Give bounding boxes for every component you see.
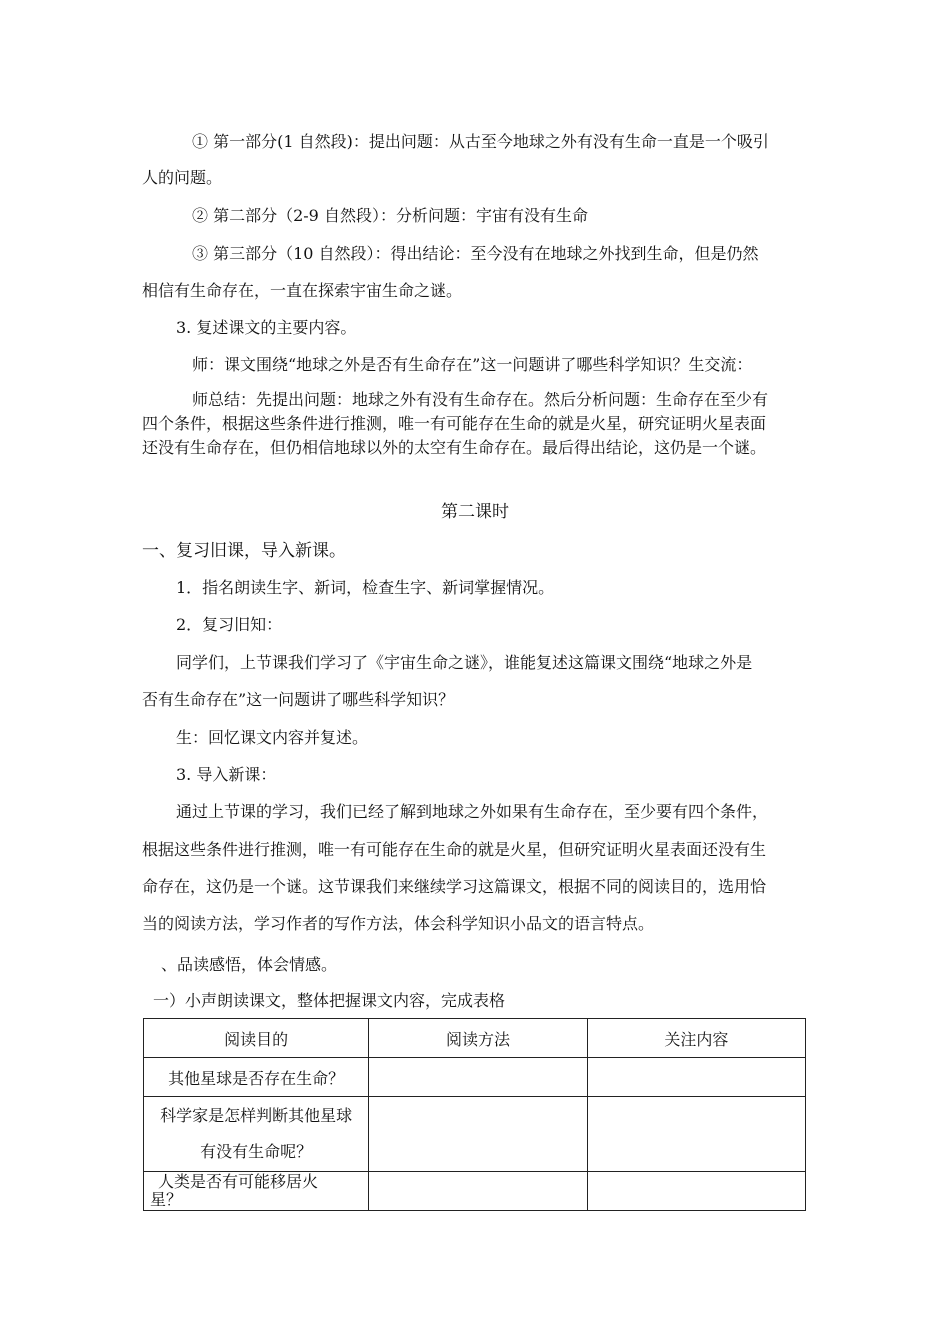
para1-line2: 否有生命存在”这一问题讲了哪些科学知识？ [142,690,455,709]
table-cell-focus[interactable] [587,1097,805,1172]
table-header: 阅读目的 [144,1019,369,1058]
table-cell-purpose [144,1097,369,1172]
table-cell-purpose: 其他星球是否存在生命？ [144,1058,369,1097]
item3-retell: 3. 复述课文的主要内容。 [176,318,357,337]
table-cell-method[interactable] [369,1058,587,1097]
purpose-line: 科学家是怎样判断其他星球 [160,1106,353,1125]
table-header: 阅读方法 [369,1019,587,1058]
heading-review: 一、复习旧课，导入新课。 [142,541,346,561]
table-header-row [144,1019,806,1058]
table-row [144,1058,806,1097]
item3-intro: 3. 导入新课： [176,765,277,784]
para2-line4: 当的阅读方法，学习作者的写作方法，体会科学知识小品文的语言特点。 [142,914,655,933]
purpose-line: 有没有生命呢？ [200,1142,313,1161]
table-header: 关注内容 [587,1019,805,1058]
table-row [144,1097,806,1172]
para2-line1: 通过上节课的学习，我们已经了解到地球之外如果有生命存在，至少要有四个条件， [176,802,769,821]
purpose-line: 人类是否有可能移居火 [158,1172,319,1191]
item1-read: 1．指名朗读生字、新词，检查生字、新词掌握情况。 [176,578,555,597]
purpose-line: 星？ [150,1190,183,1209]
table-cell-method[interactable] [369,1097,587,1172]
summary-line3: 还没有生命存在，但仍相信地球以外的太空有生命存在。最后得出结论，这仍是一个谜。 [142,438,767,457]
heading-appreciate: 、品读感悟，体会情感。 [161,955,338,974]
lesson-title: 第二课时 [441,502,509,522]
subheading-table: 一）小声朗读课文，整体把握课文内容，完成表格 [153,991,506,1010]
part2: ② 第二部分（2-9 自然段）：分析问题：宇宙有没有生命 [192,206,588,225]
summary-line2: 四个条件，根据这些条件进行推测，唯一有可能存在生命的就是火星，研究证明火星表面 [142,414,767,433]
part1-line2: 人的问题。 [142,168,223,187]
reading-table [143,1018,806,1211]
table-cell-method[interactable] [369,1172,587,1211]
para1-line1: 同学们，上节课我们学习了《宇宙生命之谜》，谁能复述这篇课文围绕“地球之外是 [176,653,753,672]
para2-line3: 命存在，这仍是一个谜。这节课我们来继续学习这篇课文，根据不同的阅读目的，选用恰 [142,877,767,896]
item2-review: 2．复习旧知： [176,615,283,634]
part3-line1: ③ 第三部分（10 自然段）：得出结论：至今没有在地球之外找到生命，但是仍然 [192,244,759,263]
part3-line2: 相信有生命存在，一直在探索宇宙生命之谜。 [142,281,463,300]
table-row [144,1172,806,1211]
table-cell-focus[interactable] [587,1172,805,1211]
summary-line1: 师总结：先提出问题：地球之外有没有生命存在。然后分析问题：生命存在至少有 [192,390,769,409]
teacher-question: 师：课文围绕“地球之外是否有生命存在”这一问题讲了哪些科学知识？生交流： [192,355,753,374]
table-cell-purpose [144,1172,369,1211]
part1-line1: ① 第一部分(1 自然段)：提出问题：从古至今地球之外有没有生命一直是一个吸引 [192,132,769,151]
para2-line2: 根据这些条件进行推测，唯一有可能存在生命的就是火星，但研究证明火星表面还没有生 [142,840,767,859]
table-cell-focus[interactable] [587,1058,805,1097]
student-answer: 生：回忆课文内容并复述。 [176,728,369,747]
